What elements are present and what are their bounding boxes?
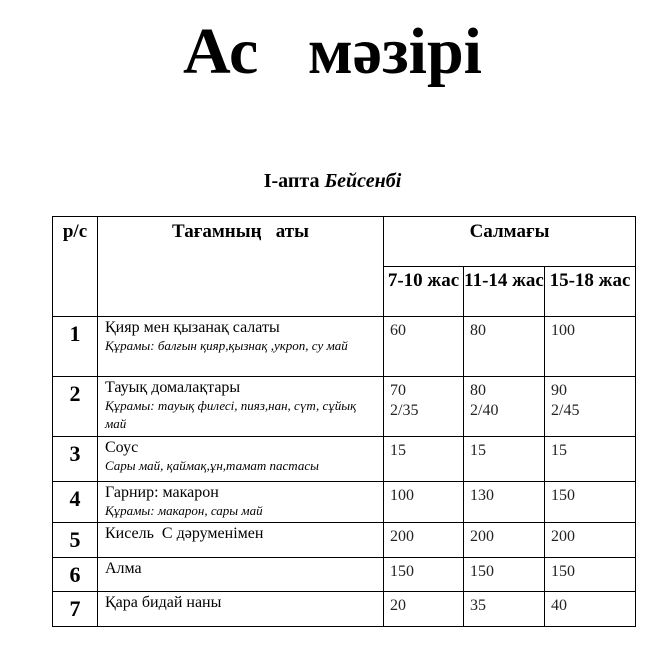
weight-value: 100 <box>551 322 575 339</box>
weight-cell <box>384 377 464 437</box>
weight-cell <box>384 317 464 377</box>
day-label: Бейсенбі <box>324 170 402 192</box>
weight-value: 80 <box>470 382 486 399</box>
weight-value: 20 <box>390 597 406 614</box>
table-row <box>53 592 636 627</box>
weight-cell <box>464 523 545 558</box>
dish-cell <box>98 377 384 437</box>
weight-cell <box>384 558 464 592</box>
weight-value: 150 <box>551 487 575 504</box>
dish-name: Гарнир: макарон <box>105 484 219 501</box>
dish-name: Кисель С дәруменімен <box>105 525 264 542</box>
weight-value: 200 <box>551 528 575 545</box>
weight-cell <box>545 482 636 523</box>
header-name: Тағамның аты <box>98 217 384 317</box>
weight-cell <box>464 377 545 437</box>
weight-value: 15 <box>470 442 486 459</box>
weight-value: 70 <box>390 382 406 399</box>
weight-cell <box>545 437 636 482</box>
row-number: 5 <box>53 523 98 558</box>
weight-value: 90 <box>551 382 567 399</box>
dish-cell <box>98 437 384 482</box>
dish-name: Қияр мен қызанақ салаты <box>105 319 280 336</box>
header-age: 11-14 жас <box>464 267 545 317</box>
page-title: Ас мәзірі <box>183 15 482 88</box>
week-label: І-апта <box>263 170 320 192</box>
weight-cell <box>545 523 636 558</box>
weight-cell <box>545 592 636 627</box>
weight-value: 80 <box>470 322 486 339</box>
weight-value: 15 <box>390 442 406 459</box>
table-row <box>53 558 636 592</box>
weight-value: 60 <box>390 322 406 339</box>
header-num: р/с <box>53 217 98 317</box>
weight-value: 35 <box>470 597 486 614</box>
weight-cell <box>545 558 636 592</box>
dish-cell <box>98 317 384 377</box>
weight-value: 100 <box>390 487 414 504</box>
weight-cell <box>464 437 545 482</box>
weight-value: 150 <box>390 563 414 580</box>
weight-cell <box>545 317 636 377</box>
weight-cell <box>545 377 636 437</box>
row-number: 3 <box>53 437 98 482</box>
weight-portion: 2/45 <box>551 402 580 419</box>
weight-cell <box>384 482 464 523</box>
weight-cell <box>464 558 545 592</box>
row-number: 6 <box>53 558 98 592</box>
header-weight: Салмағы <box>384 217 636 267</box>
table-row <box>53 482 636 523</box>
row-number: 4 <box>53 482 98 523</box>
weight-cell <box>464 482 545 523</box>
dish-name: Соус <box>105 439 139 456</box>
table-row <box>53 437 636 482</box>
weight-cell <box>384 437 464 482</box>
table-row <box>53 377 636 437</box>
dish-composition: Құрамы: макарон, сары май <box>105 503 263 518</box>
header-age: 7-10 жас <box>384 267 464 317</box>
weight-cell <box>384 592 464 627</box>
table-row <box>53 317 636 377</box>
table-row <box>53 523 636 558</box>
dish-composition: Құрамы: тауық филесі, пияз,нан, сүт, сұйық май <box>105 398 357 431</box>
weight-value: 150 <box>551 563 575 580</box>
weight-value: 15 <box>551 442 567 459</box>
weight-value: 40 <box>551 597 567 614</box>
dish-name: Тауық домалақтары <box>105 379 241 396</box>
dish-cell <box>98 592 384 627</box>
menu-table <box>52 216 636 627</box>
dish-cell <box>98 482 384 523</box>
row-number: 2 <box>53 377 98 437</box>
weight-value: 150 <box>470 563 494 580</box>
weight-cell <box>464 317 545 377</box>
header-age: 15-18 жас <box>545 267 636 317</box>
weight-value: 200 <box>470 528 494 545</box>
dish-composition: Құрамы: балғын қияр,қызнақ ,укроп, су май <box>105 338 348 353</box>
dish-cell <box>98 523 384 558</box>
weight-portion: 2/40 <box>470 402 499 419</box>
weight-portion: 2/35 <box>390 402 419 419</box>
dish-cell <box>98 558 384 592</box>
week-day-heading <box>0 170 665 193</box>
weight-cell <box>384 523 464 558</box>
weight-value: 130 <box>470 487 494 504</box>
row-number: 1 <box>53 317 98 377</box>
weight-cell <box>464 592 545 627</box>
dish-name: Алма <box>105 560 142 577</box>
row-number: 7 <box>53 592 98 627</box>
weight-value: 200 <box>390 528 414 545</box>
dish-name: Қара бидай наны <box>105 594 222 611</box>
dish-composition: Сары май, қаймақ,ұн,тамат пастасы <box>105 458 319 473</box>
